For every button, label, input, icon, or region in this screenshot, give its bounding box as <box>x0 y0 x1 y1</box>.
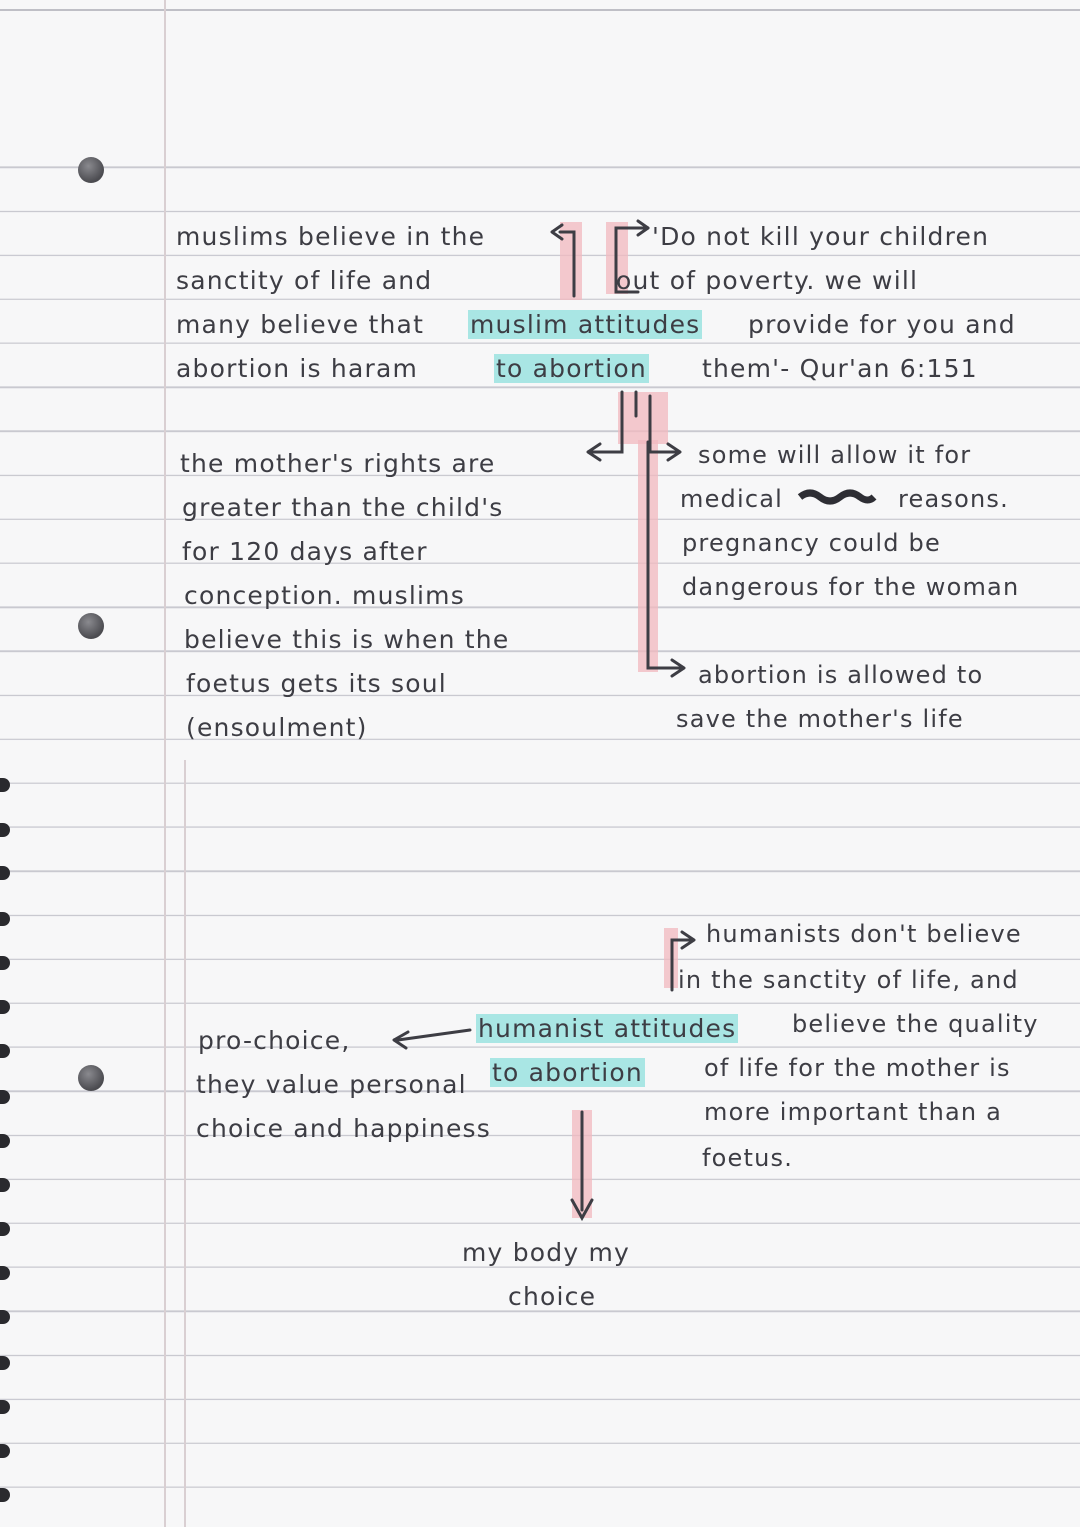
slogan-line2: choice <box>508 1282 597 1311</box>
slogan-line1: my body my <box>462 1238 631 1267</box>
humanist-belief-line1: humanists don't believe <box>706 920 1022 948</box>
arrow-to-medical <box>650 396 676 452</box>
medical-line2b: reasons. <box>898 485 1009 513</box>
scribble-crossout <box>800 493 874 501</box>
mother-rights-line4: conception. muslims <box>184 581 465 610</box>
topic-muslim-attitudes-2 <box>494 354 649 383</box>
humanist-belief-line2: in the sanctity of life, and <box>678 966 1019 994</box>
mother-rights-line3: for 120 days after <box>182 537 428 566</box>
save-life-line2: save the mother's life <box>676 705 964 733</box>
mother-rights-line6: foetus gets its soul <box>186 669 447 698</box>
arrow-to-save-life <box>648 442 680 668</box>
note-muslims-sanctity-line2: sanctity of life and <box>176 266 433 295</box>
quote-line2: out of poverty. we will <box>616 266 919 295</box>
mother-rights-line5: believe this is when the <box>184 625 510 654</box>
mother-rights-line2: greater than the child's <box>182 493 504 522</box>
pro-choice-line2: they value personal <box>196 1070 467 1099</box>
humanist-belief-line4: of life for the mother is <box>704 1054 1011 1082</box>
note-muslims-sanctity-line4: abortion is haram <box>176 354 419 383</box>
topic-humanist-attitudes-2 <box>490 1058 645 1087</box>
note-muslims-sanctity-line1: muslims believe in the <box>176 222 486 251</box>
topic-muslim-line2: to abortion <box>496 354 647 383</box>
note-muslims-sanctity-line3: many believe that <box>176 310 425 339</box>
topic-muslim-attitudes <box>468 310 702 339</box>
quote-line3: provide for you and <box>748 310 1016 339</box>
medical-line2a: medical <box>680 485 784 513</box>
topic-humanist-line2: to abortion <box>492 1058 643 1087</box>
humanist-belief-line6: foetus. <box>702 1144 794 1172</box>
medical-line3: pregnancy could be <box>682 529 941 557</box>
topic-humanist-attitudes <box>476 1014 738 1043</box>
arrow-to-mother-rights <box>592 392 622 452</box>
pro-choice-line3: choice and happiness <box>196 1114 492 1143</box>
humanist-belief-line5: more important than a <box>704 1098 1003 1126</box>
bracket-left <box>560 232 574 296</box>
save-life-line1: abortion is allowed to <box>698 661 984 689</box>
quote-line4: them'- Qur'an 6:151 <box>702 354 978 383</box>
humanist-belief-line3: believe the quality <box>792 1010 1039 1038</box>
mother-rights-line7: (ensoulment) <box>186 713 368 742</box>
mother-rights-line1: the mother's rights are <box>180 449 496 478</box>
medical-line1: some will allow it for <box>698 441 972 469</box>
medical-line4: dangerous for the woman <box>682 573 1020 601</box>
quote-line1: 'Do not kill your children <box>652 222 990 251</box>
topic-muslim-line1: muslim attitudes <box>470 310 701 339</box>
pro-choice-line1: pro-choice, <box>198 1026 351 1055</box>
topic-humanist-line1: humanist attitudes <box>478 1014 737 1043</box>
